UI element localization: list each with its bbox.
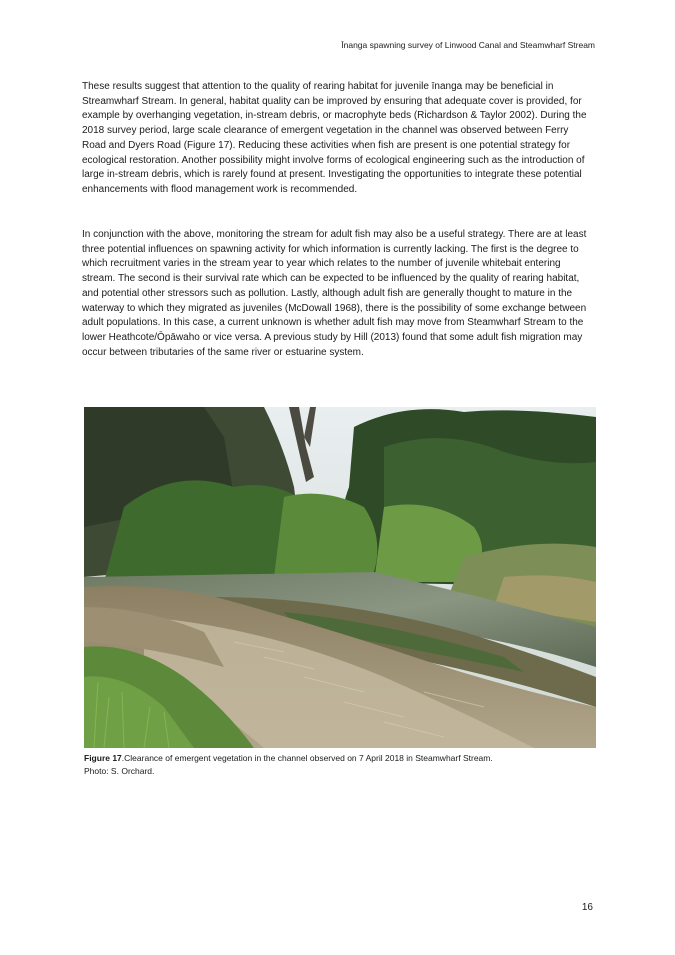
figure-label: Figure 17 [84, 753, 122, 763]
photo-credit: Photo: S. Orchard. [84, 765, 155, 776]
body-paragraph-1: These results suggest that attention to the quality of rearing habitat for juvenile īnanga may be beneficial in Streamwharf Stream. In general, habitat quality can be improved by ensuring that adequate cover is provided, for example by overhanging vegetation, in-stream debris, or macrophyte beds (Richardson & Taylor 2002). During the 2018 survey period, large scale clearance of emergent vegetation in the channel was observed between Ferry Road and Dyers Road (Figure 17). Reducing these activities when fish are present is one potential strategy for ecological restoration. Another possibility might involve forms of ecological engineering such as the introduction of large in-stream debris, which is rarely found at present. Investigating the opportunities to integrate these potential enhancements with flood management work is recommended. [82, 81, 587, 195]
figure-17-photo [84, 407, 596, 748]
page-number: 16 [581, 902, 593, 913]
figure-caption-text: .Clearance of emergent vegetation in the channel observed on 7 April 2018 in Steamwharf Stream. [121, 753, 493, 763]
running-header: Īnanga spawning survey of Linwood Canal and Steamwharf Stream [341, 40, 595, 50]
body-paragraph-2: In conjunction with the above, monitoring the stream for adult fish may also be a useful strategy. There are at least three potential influences on spawning activity for which information is currently lacking. The first is the degree to which recruitment varies in the stream year to year which relates to the number of juvenile whitebait entering stream. The second is their survival rate which can be expected to be influenced by the quality of rearing habitat, and potential other stressors such as pollution. Lastly, although adult fish are generally thought to mature in the waterway to which they migrated as juveniles (McDowall 1968), there is the possibility of some exchange between adult populations. In this case, a current unknown is whether adult fish may move from Steamwharf Stream to the lower Heathcote/Ōpāwaho or vice versa. A previous study by Hill (2013) found that some adult fish migration may occur between tributaries of the same river or estuarine system. [82, 229, 587, 358]
figure-caption [84, 752, 595, 777]
